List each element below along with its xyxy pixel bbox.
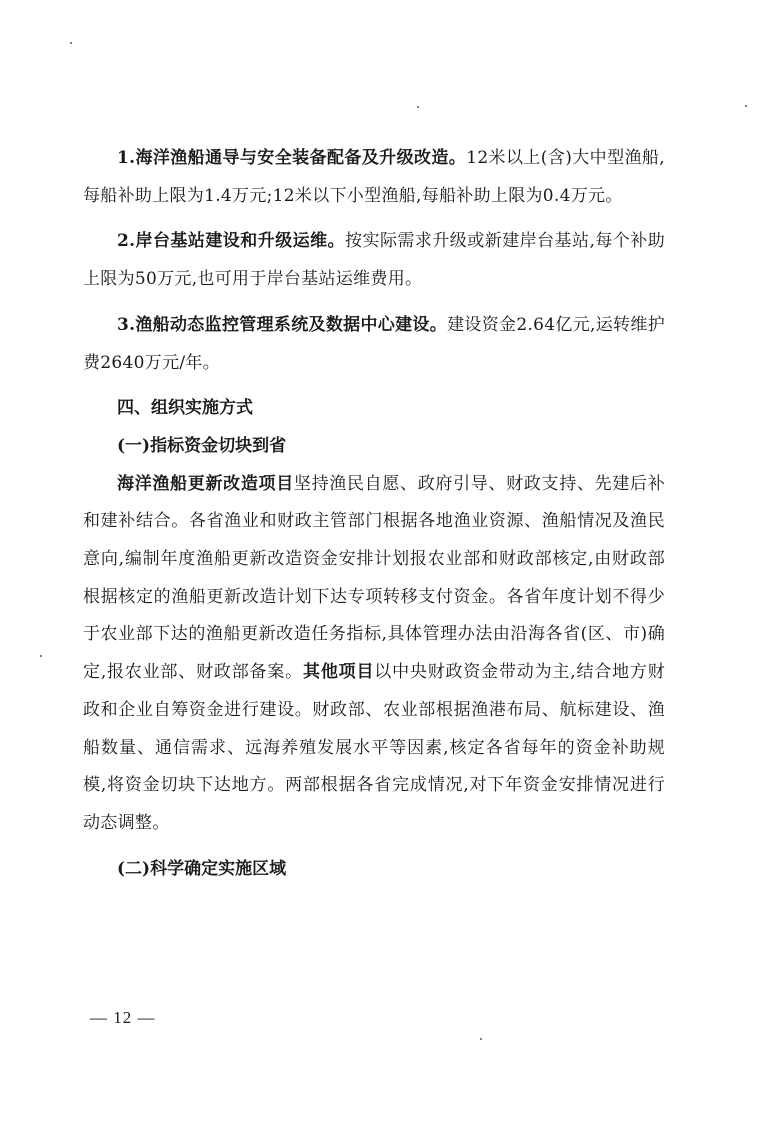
paragraph-lead-1: 海洋渔船更新改造项目 bbox=[117, 473, 294, 494]
scan-speck bbox=[745, 105, 747, 107]
paragraph-lead-2: 其他项目 bbox=[303, 662, 375, 683]
paragraph-text-2: 以中央财政资金带动为主,结合地方财政和企业自筹资金进行建设。财政部、农业部根据渔港布局、航标建设、渔船数量、通信需求、远海养殖发展水平等因素,核定各省每年的资金补助规模,将资金切块下达地方。两部根据各省完成情况,对下年资金安排情况进行动态调整。 bbox=[83, 662, 665, 833]
scan-speck bbox=[70, 42, 72, 44]
subsection-1-paragraph bbox=[83, 466, 665, 843]
section-title: 四、组织实施方式 bbox=[117, 398, 253, 419]
item-3 bbox=[83, 307, 665, 382]
paragraph-text-1: 坚持渔民自愿、政府引导、财政支持、先建后补和建补结合。各省渔业和财政主管部门根据各地渔业资源、渔船情况及渔民意向,编制年度渔船更新改造资金安排计划报农业部和财政部核定,由财政部根据核定的渔船更新改造计划下达专项转移支付资金。各省年度计划不得少于农业部下达的渔船更新改造任务指标,具体管理办法由沿海各省(区、市)确定,报农业部、财政部备案。 bbox=[83, 473, 665, 683]
item-2-head: 2.岸台基站建设和升级运维。 bbox=[117, 231, 346, 252]
scan-speck bbox=[417, 106, 419, 108]
item-1 bbox=[83, 140, 665, 215]
item-1-body: 12米以上(含)大中型渔船,每船补助上限为1.4万元;12米以下小型渔船,每船补助上限为0.4万元。 bbox=[83, 148, 666, 206]
item-2-body: 按实际需求升级或新建岸台基站,每个补助上限为50万元,也可用于岸台基站运维费用。 bbox=[83, 231, 666, 290]
item-3-body: 建设资金2.64亿元,运转维护费2640万元/年。 bbox=[83, 314, 665, 373]
item-2 bbox=[83, 223, 665, 298]
page-number: — 12 — bbox=[90, 1008, 156, 1027]
subsection-1-title: (一)指标资金切块到省 bbox=[117, 435, 287, 456]
scan-speck bbox=[40, 655, 42, 657]
subsection-2-title: (二)科学确定实施区域 bbox=[117, 858, 287, 879]
item-1-head: 1.海洋渔船通导与安全装备配备及升级改造。 bbox=[117, 148, 467, 168]
scan-speck bbox=[480, 1038, 482, 1040]
document-page bbox=[83, 140, 665, 888]
item-3-head: 3.渔船动态监控管理系统及数据中心建设。 bbox=[117, 314, 448, 335]
